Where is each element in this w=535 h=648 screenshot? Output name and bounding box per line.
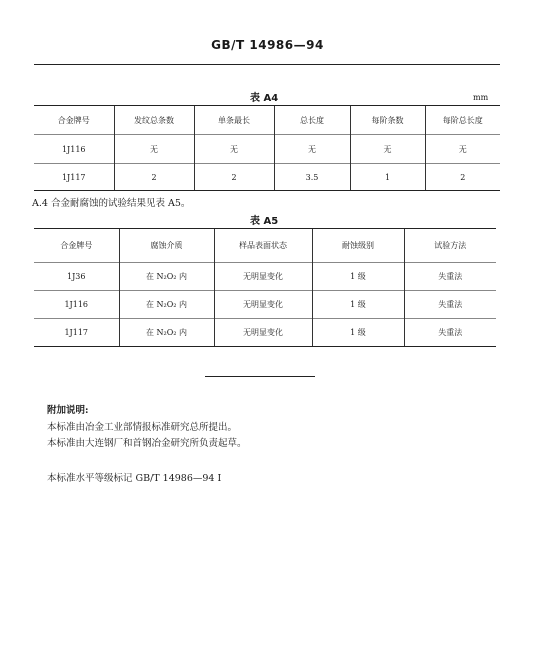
table-a5-header-cell: 腐蚀介质 (119, 229, 214, 263)
header-rule (34, 64, 500, 65)
notes-heading: 附加说明: (47, 405, 89, 416)
table-cell: 在 N₂O₂ 内 (119, 319, 214, 347)
table-a4-header-cell: 合金牌号 (34, 106, 114, 135)
note-line: 本标准由冶金工业部情报标准研究总所提出。 (47, 422, 238, 433)
table-cell: 无明显变化 (214, 319, 312, 347)
table-cell: 2 (425, 164, 500, 191)
table-cell: 1J117 (34, 164, 114, 191)
table-cell: 1J116 (34, 291, 119, 319)
table-cell: 1 级 (312, 319, 404, 347)
table-a4-caption: 表 A4 (250, 93, 279, 104)
table-cell: 在 N₂O₂ 内 (119, 291, 214, 319)
table-a5-header-cell: 样品表面状态 (214, 229, 312, 263)
table-row (34, 164, 500, 191)
table-a5 (34, 228, 496, 347)
table-row (34, 291, 496, 319)
level-mark: 本标准水平等级标记 GB/T 14986—94 I (47, 473, 222, 484)
table-a4-header-cell: 每阶条数 (350, 106, 425, 135)
table-cell: 无明显变化 (214, 263, 312, 291)
table-cell: 无明显变化 (214, 291, 312, 319)
standard-code-header: GB/T 14986—94 (211, 38, 324, 52)
table-row (34, 135, 500, 164)
table-a4 (34, 105, 500, 191)
table-a4-header-cell: 总长度 (274, 106, 350, 135)
table-a4-unit: mm (473, 93, 489, 102)
table-cell: 无 (274, 135, 350, 164)
table-cell: 1J116 (34, 135, 114, 164)
note-line: 本标准由大连钢厂和首钢冶金研究所负责起草。 (47, 438, 247, 449)
table-cell: 在 N₂O₂ 内 (119, 263, 214, 291)
table-a4-header-row (34, 106, 500, 135)
table-a5-header-cell: 耐蚀级别 (312, 229, 404, 263)
table-cell: 1 (350, 164, 425, 191)
table-cell: 2 (194, 164, 274, 191)
table-cell: 失重法 (404, 319, 496, 347)
table-a5-header-cell: 合金牌号 (34, 229, 119, 263)
table-row (34, 263, 496, 291)
table-a4-header-cell: 单条最长 (194, 106, 274, 135)
table-cell: 失重法 (404, 263, 496, 291)
table-cell: 1J117 (34, 319, 119, 347)
section-divider (205, 376, 315, 377)
table-cell: 无 (194, 135, 274, 164)
table-a4-header-cell: 发纹总条数 (114, 106, 194, 135)
table-a5-header-cell: 试验方法 (404, 229, 496, 263)
clause-a4: A.4 合金耐腐蚀的试验结果见表 A5。 (32, 198, 191, 209)
table-cell: 无 (114, 135, 194, 164)
table-row (34, 319, 496, 347)
table-cell: 3.5 (274, 164, 350, 191)
table-cell: 1 级 (312, 291, 404, 319)
table-cell: 无 (425, 135, 500, 164)
table-cell: 失重法 (404, 291, 496, 319)
table-cell: 2 (114, 164, 194, 191)
table-a5-header-row (34, 229, 496, 263)
table-a4-header-cell: 每阶总长度 (425, 106, 500, 135)
table-cell: 无 (350, 135, 425, 164)
table-cell: 1 级 (312, 263, 404, 291)
table-cell: 1J36 (34, 263, 119, 291)
table-a5-caption: 表 A5 (250, 216, 279, 227)
